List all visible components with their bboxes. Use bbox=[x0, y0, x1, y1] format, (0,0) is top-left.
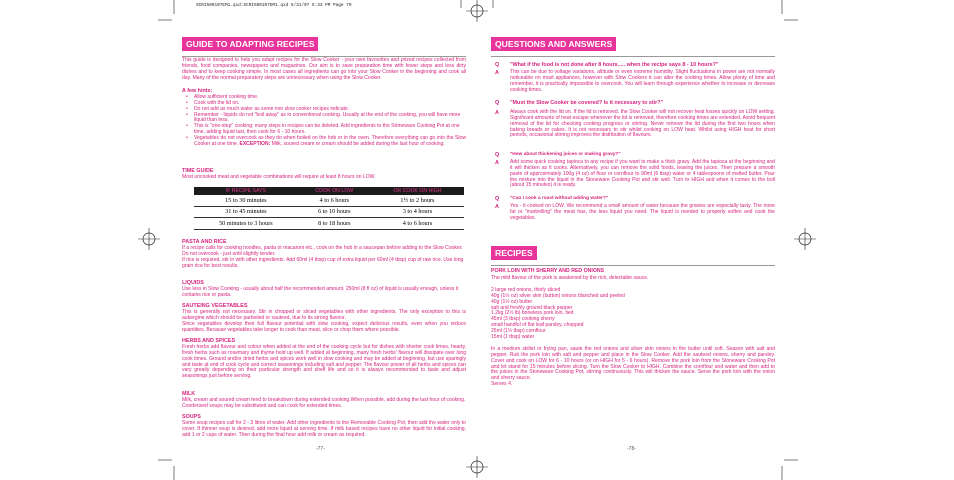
table-row bbox=[194, 195, 464, 206]
answer-text: Always cook with the lid on. If the lid is removed, the Slow Cooker will not recover heat losses quickly on LOW setting. Significant amounts of heat escape whenever the lid is removed, therefore cooking times are extended. Avoid frequent removal of the lid for checking cooking progress or stirring. Never remove the lid during the first two hours when baking breads or cakes. It is not necessary to stir whilst cooking on LOW heat. Whilst using HIGH heat for short periods, occasional stirring improves the distribution of flavours. bbox=[510, 109, 775, 139]
section-title: HERBS AND SPICES bbox=[182, 338, 236, 344]
page-number: -78- bbox=[627, 446, 636, 452]
table-row bbox=[194, 206, 464, 218]
question-label: Q bbox=[495, 62, 500, 68]
ingredient: 25ml (1½ tbsp) cornflour bbox=[491, 327, 546, 334]
question-label: Q bbox=[495, 100, 500, 106]
question-label: Q bbox=[495, 152, 500, 158]
question-label: Q bbox=[495, 196, 500, 202]
answer-label: A bbox=[495, 204, 499, 210]
table-cell: 1½ to 2 hours bbox=[371, 195, 464, 206]
section-body: Milk, cream and soured cream tend to breakdown during extended cooking.When possible, add during the last hour of cooking. Condensed soups may be substituted and can cook for extended times. bbox=[182, 397, 466, 409]
time-guide-table bbox=[194, 187, 464, 230]
intro-paragraph: This guide is designed to help you adapt recipes for the Slow Cooker - your own favourites and prized recipes collected from friends, food companies, newspapers and magazines. Our aim is to save preparation time with fewer steps and less dirty dishes and to keep cooking simple. In most cases all ingredients can go into your Slow Cooker in the beginning and cook all day. Many of the normal preparatory steps are unnecessary when using the Slow Cooker. bbox=[182, 57, 466, 81]
answer-text: This can be due to voltage variations, altitude or even extreme humidity. Slight fluctuations in power are not normally noticeable on most appliances, however with Slow Cookers it can alter the cooking times. Allow plenty of time and remember, it is practically impossible to overcook. You will learn through experience whether to increase or decrease cooking times. bbox=[510, 69, 775, 93]
ingredient: 45ml (3 tbsp) cooking sherry bbox=[491, 316, 555, 323]
table-header-row bbox=[194, 187, 464, 195]
question-text: "Can I cook a roast without adding water?" bbox=[510, 196, 609, 201]
table-cell: 50 minutes to 3 hours bbox=[194, 218, 298, 230]
table-cell: 4 to 6 hours bbox=[298, 195, 371, 206]
answer-text: Add some quick cooking tapioca to any recipe if you want to make a thick gravy. Add the tapioca at the beginning and it will thicken as it cooks. Alternatively, you can remove the solid foods, leaving the juices. Then prepare a smooth paste of approximately 100g (4 oz) of flour or cornflour to 90ml (6 tbsp) water or 4 tablespoons of melted butter. Pour the mixture into the liquid in the Stoneware Cooking Pot and stir well. Turn to HIGH and when it comes to the boil (about 15 minutes) it is ready. bbox=[510, 159, 775, 189]
table-header: COOK ON LOW bbox=[298, 187, 371, 195]
hint-item: • Vegetables do not overcook as they do when boiled on the hob or in the oven. Therefore everything can go into the Slow Cooker at one time. EXCEPTION: Milk, soured cream or cream should be added during the last hour of cooking. bbox=[194, 136, 466, 148]
time-guide-title: TIME GUIDE bbox=[182, 168, 214, 174]
table-cell: 4 to 6 hours bbox=[371, 218, 464, 230]
section-body: Some soup recipes call for 2 - 3 litres of water. Add other ingredients to the Removable Cooking Pot, then add the water only to cover. If thinner soup is desired, add more liquid at serving time. If milk based recipes have no other liquid for initial cooking, add 1 or 2 cups of water. Then during the final hour add milk or cream as required. bbox=[182, 420, 466, 438]
hint-item: • This is "one-step" cooking: many steps in recipes can be deleted. Add ingredients to the Stoneware Cooking Pot at one time, adding liquid last, then cook for 6 - 10 hours. bbox=[194, 124, 466, 136]
table-row bbox=[194, 218, 464, 230]
section-title: LIQUIDS bbox=[182, 280, 204, 286]
hint-item: • Remember - liquids do not "boil away" as in conventional cooking. Usually at the end of the cooking, you will have more liquid than less. bbox=[194, 113, 466, 125]
table-cell: 15 to 30 minutes bbox=[194, 195, 298, 206]
section-body: Fresh herbs add flavour and colour when added at the end of the cooking cycle but for dishes with shorter cook times, hearty, fresh herbs such as rosemary and thyme hold up well. If added at beginning, many fresh herbs' flavour will dissipate over long cook times. Ground and/or dried herbs and spices work well in slow cooking and may be added at beginning, but use sparingly and taste at end of cook cycle and correct seasonings including salt and pepper. The flavour power of all herbs and spices can vary greatly depending on their particular strength and shelf life and so it is always recommended to taste and adjust seasonings just before serving. bbox=[182, 344, 466, 380]
question-text: "What if the food is not done after 8 hours..... when the recipe says 8 - 10 hours?" bbox=[510, 62, 719, 68]
table-header: IF RECIPE SAYS bbox=[194, 187, 298, 195]
table-cell: 6 to 10 hours bbox=[298, 206, 371, 218]
table-header: OR COOK ON HIGH bbox=[371, 187, 464, 195]
section-title: PASTA AND RICE bbox=[182, 239, 227, 245]
question-text: "How about thickening juices or making gravy?" bbox=[510, 152, 621, 157]
ingredient: 15ml (1 tbsp) water bbox=[491, 333, 535, 340]
qa-heading: QUESTIONS AND ANSWERS bbox=[491, 37, 616, 51]
exception-text: Milk, soured cream or cream should be added during the last hour of cooking. bbox=[270, 140, 445, 147]
section-title: SAUTEING VEGETABLES bbox=[182, 303, 248, 309]
divider bbox=[491, 56, 775, 57]
answer-label: A bbox=[495, 110, 499, 116]
page-number: -77- bbox=[316, 446, 325, 452]
divider bbox=[491, 265, 775, 266]
table-cell: 31 to 45 minutes bbox=[194, 206, 298, 218]
table-cell: 8 to 18 hours bbox=[298, 218, 371, 230]
question-text: "Must the Slow Cooker be covered? Is it necessary to stir?" bbox=[510, 100, 664, 106]
ingredient: 40g (1½ oz) silver skin (button) onions blanched and peeled bbox=[491, 292, 625, 299]
hint-item: • Allow sufficient cooking time. bbox=[194, 95, 466, 101]
ingredients-list bbox=[491, 288, 775, 341]
recipe-method: In a medium skillet or frying pan, saute the red onions and silver skin onions in the butter until soft. Season with salt and pepper. Rub the pork loin with salt and pepper and place in the Slow Cooker. Add the sauteed onions, sherry and parsley. Cover and cook on LOW for 6 - 10 hours (or on HIGH for 5 - 6 hours). Remove the pork loin from the Stoneware Cooking Pot and let stand for 15 minutes before slicing. Turn the Slow Cooker to HIGH. Combine the cornflour and water and then add to the juices in the Stoneware Cooking Pot, stirring continuously. This will thicken the sauce. Serve the pork loin with the onion and sherry sauce. Serves 4. bbox=[491, 346, 775, 388]
print-slug: SCRI500107EM1.qxd:SCRI500107EM1.qxd 5/31/07 5:33 PM Page 79 bbox=[196, 3, 352, 8]
hint-item: • Do not add as much water as some non slow cooker recipes indicate. bbox=[194, 107, 466, 113]
section-body: Use less in Slow Cooking - usually about half the recommended amount. 250ml (8 fl oz) of liquid is usually enough, unless it contains rice or pasta. bbox=[182, 286, 459, 298]
ingredient: 2 large red onions, thinly sliced bbox=[491, 287, 561, 293]
hints-list bbox=[182, 95, 466, 148]
time-guide-text: Most uncooked meat and vegetable combinations will require at least 8 hours on LOW. bbox=[182, 174, 376, 180]
recipes-heading: RECIPES bbox=[491, 246, 537, 260]
recipe-title: PORK LOIN WITH SHERRY AND RED ONIONS bbox=[491, 268, 605, 274]
ingredient: 40g (1½ oz) butter bbox=[491, 298, 533, 305]
recipe-intro: The mild flavour of the pork is awakened by the rich, delectable sauce. bbox=[491, 275, 649, 281]
ingredient: 1.2kg (2½ lb) boneless pork loin, tied bbox=[491, 310, 574, 317]
section-title: SOUPS bbox=[182, 414, 201, 420]
answer-label: A bbox=[495, 70, 499, 76]
section-body: If a recipe calls for cooking noodles, pasta or macaroni etc., cook on the hob in a saucepan before adding to the Slow Cooker. Do not overcook - just until slightly tender. If rice is required, stir in with other ingredients. Add 60ml (4 tbsp) cup of extra liquid per 60ml (4 tbsp) cup of raw rice. Use long grain rice for best results. bbox=[182, 245, 464, 269]
ingredient: small handful of flat leaf parsley, chopped bbox=[491, 322, 584, 329]
exception-label: EXCEPTION: bbox=[239, 140, 271, 147]
section-title: MILK bbox=[182, 391, 196, 397]
answer-label: A bbox=[495, 160, 499, 166]
hint-item: • Cook with the lid on. bbox=[194, 101, 466, 107]
guide-heading: GUIDE TO ADAPTING RECIPES bbox=[182, 37, 318, 51]
answer-text: Yes - it cooked on LOW. We recommend a small amount of water because the gravies are especially tasty. The more fat or "marbelling" the meat has, the less liquid you need. The liquid is needed to properly soften and cook the vegetables. bbox=[510, 203, 775, 221]
hints-title: A few hints: bbox=[182, 88, 213, 94]
ingredient: salt and freshly ground black pepper bbox=[491, 304, 573, 311]
table-cell: 3 to 4 hours bbox=[371, 206, 464, 218]
section-body: This is generally not necessary. Stir in chopped or sliced vegetables with other ingredients. The only exception to this is aubergine which should be parboiled or sauteed, due to its strong flavour. Since vegetables develop their full flavour potential with slow cooking, expect delicious results, even when you reduce quantities. Because vegetables take longer to cook than meat, slice or chop them where possible. bbox=[182, 309, 466, 333]
left-page bbox=[182, 0, 466, 480]
right-page bbox=[491, 0, 775, 480]
